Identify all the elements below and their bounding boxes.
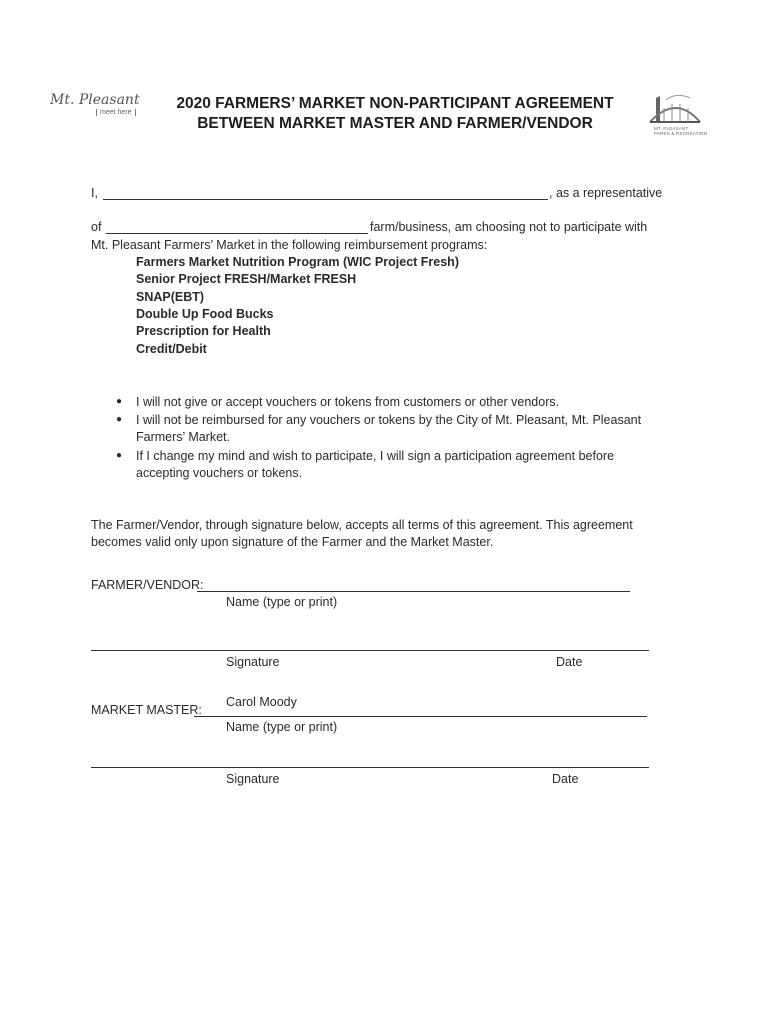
program-item: Double Up Food Bucks	[136, 307, 274, 321]
program-item: SNAP(EBT)	[136, 290, 205, 304]
title-line-2: BETWEEN MARKET MASTER AND FARMER/VENDOR	[197, 115, 593, 132]
market-master-label: MARKET MASTER:	[91, 703, 202, 717]
acceptance-text-line-2: becomes valid only upon signature of the Farmer and the Market Master.	[91, 535, 494, 549]
program-item: Farmers Market Nutrition Program (WIC Project Fresh)	[136, 255, 459, 269]
bullet-icon: ●	[116, 414, 123, 425]
logo-caption	[654, 126, 707, 136]
market-master-signature-caption: Signature	[226, 772, 280, 786]
representative-name-field[interactable]	[103, 199, 548, 200]
program-item: Prescription for Health	[136, 324, 271, 338]
farmer-name-caption: Name (type or print)	[226, 595, 338, 609]
term-item: If I change my mind and wish to participate, I will sign a participation agreement before	[136, 449, 615, 463]
intro-programs-line: Mt. Pleasant Farmers’ Market in the following reimbursement programs:	[91, 238, 488, 252]
farmer-signature-field[interactable]	[91, 650, 649, 651]
logo-tagline: meet here	[96, 109, 136, 116]
term-item-continued: accepting vouchers or tokens.	[136, 466, 303, 480]
market-master-name-field[interactable]	[194, 716, 647, 717]
term-item-continued: Farmers’ Market.	[136, 430, 230, 444]
logo-caption-line-2: PARKS & RECREATION	[654, 131, 708, 136]
intro-prefix-i: I,	[91, 186, 98, 200]
market-master-name-caption: Name (type or print)	[226, 720, 338, 734]
bullet-icon: ●	[116, 450, 123, 461]
farmer-signature-caption: Signature	[226, 655, 280, 669]
program-item: Senior Project FRESH/Market FRESH	[136, 272, 357, 286]
bullet-icon: ●	[116, 396, 123, 407]
market-master-date-caption: Date	[552, 772, 579, 786]
logo-script-text: Mt. Pleasant	[50, 92, 140, 108]
bridge-emblem-icon	[646, 92, 702, 126]
logo-caption-line-1: MT. PLEASANT	[654, 126, 689, 131]
title-line-1: 2020 FARMERS’ MARKET NON-PARTICIPANT AGREEMENT	[176, 95, 614, 112]
farm-business-field[interactable]	[106, 233, 368, 234]
market-master-name-value: Carol Moody	[226, 695, 297, 709]
page-title	[150, 94, 640, 134]
farmer-vendor-label: FARMER/VENDOR:	[91, 578, 204, 592]
intro-farm-suffix: farm/business, am choosing not to participate with	[370, 220, 648, 234]
acceptance-text-line-1: The Farmer/Vendor, through signature below, accepts all terms of this agreement. This agreement	[91, 518, 633, 532]
farmer-name-field[interactable]	[197, 591, 630, 592]
farmer-date-caption: Date	[556, 655, 583, 669]
term-item: I will not be reimbursed for any vouchers or tokens by the City of Mt. Pleasant, Mt. Pleasant	[136, 413, 642, 427]
intro-prefix-of: of	[91, 220, 102, 234]
parks-recreation-logo	[646, 92, 708, 142]
program-item: Credit/Debit	[136, 342, 207, 356]
market-master-signature-field[interactable]	[91, 767, 649, 768]
mt-pleasant-logo	[50, 92, 142, 126]
intro-representative-suffix: , as a representative	[549, 186, 663, 200]
term-item: I will not give or accept vouchers or tokens from customers or other vendors.	[136, 395, 560, 409]
